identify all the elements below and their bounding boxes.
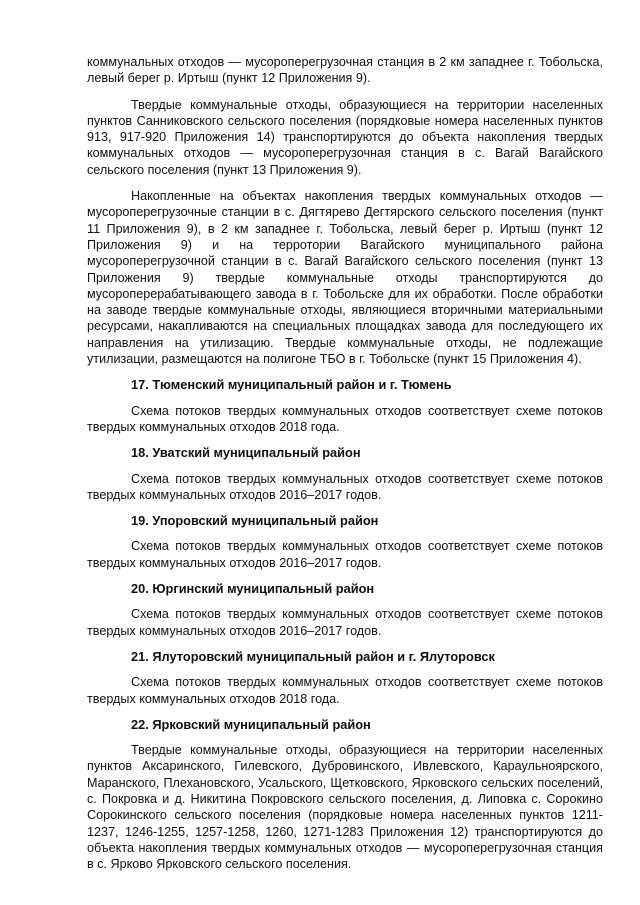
section-17-heading: 17. Тюменский муниципальный район и г. Тюмень [131, 377, 452, 393]
paragraph-sannikovo: Твердые коммунальные отходы, образующиеся на территории населенных пунктов Санниковского сельского поселения (порядковые номера населенных пунктов 913, 917-920 Приложения 14) транспортируются до объекта накопления твердых коммунальных отходов — мусороперегрузочная станция в с. Вагай Вагайского сельского поселения (пункт 13 Приложения 9). [87, 97, 603, 177]
paragraph-continuation: коммунальных отходов — мусороперегрузочная станция в 2 км западнее г. Тобольска, левый берег р. Иртыш (пункт 12 Приложения 9). [87, 55, 603, 86]
section-19-heading: 19. Упоровский муниципальный район [131, 513, 379, 529]
paragraph-accumulated-waste: Накопленные на объектах накопления твердых коммунальных отходов — мусороперегрузочные станции в с. Дягтярево Дегтярского сельского поселения (пункт 11 Приложения 9), в 2 км западнее г. Тобольска, левый берег р. Иртыш (пункт 12 Приложения 9) и на терротории Вагайского муниципального района мусороперегрузочной станции в с. Вагай Вагайского сельского поселения (пункт 13 Приложения 9) твердые коммунальные отходы транспортируются до мусороперерабатывающего завода в г. Тобольске для их обработки. После обработки на заводе твердые коммунальные отходы, являющиеся вторичными материальными ресурсами, накапливаются на специальных площадках завода для последующего их направления на утилизацию. Твердые коммунальные отходы, не подлежащие утилизации, размещаются на полигоне ТБО в г. Тобольске (пункт 15 Приложения 4). [87, 189, 603, 367]
document-body [87, 54, 603, 872]
section-21-text: Схема потоков твердых коммунальных отходов соответствует схеме потоков твердых коммунальных отходов 2018 года. [87, 675, 603, 706]
section-22-heading: 22. Ярковский муниципальный район [131, 716, 371, 732]
section-19-text: Схема потоков твердых коммунальных отходов соответствует схеме потоков твердых коммунальных отходов 2016–2017 годов. [87, 539, 603, 570]
section-18-text: Схема потоков твердых коммунальных отходов соответствует схеме потоков твердых коммунальных отходов 2016–2017 годов. [87, 471, 603, 502]
section-17-text: Схема потоков твердых коммунальных отходов соответствует схеме потоков твердых коммунальных отходов 2018 года. [87, 403, 603, 434]
section-20-text: Схема потоков твердых коммунальных отходов соответствует схеме потоков твердых коммунальных отходов 2016–2017 годов. [87, 607, 603, 638]
section-22-text: Твердые коммунальные отходы, образующиеся на территории населенных пунктов Аксаринского, Гилевского, Дубровинского, Ивлевского, Караульноярского, Маранского, Плехановского, Усальского, Щетковского, Ярковского сельских поселений, с. Покровка и д. Никитина Покровского сельского поселения, д. Липовка с. Сорокино Сорокинского сельского поселения (порядковые номера населенных пунктов 1211-1237, 1246-1255, 1257-1258, 1260, 1271-1283 Приложения 12) транспортируются до объекта накопления твердых коммунальных отходов — мусороперегрузочная станция в с. Ярково Ярковского сельского поселения. [87, 743, 603, 872]
section-18-heading: 18. Уватский муниципальный район [131, 445, 361, 461]
section-21-heading: 21. Ялуторовский муниципальный район и г. Ялуторовск [131, 648, 495, 664]
section-20-heading: 20. Юргинский муниципальный район [131, 581, 375, 597]
